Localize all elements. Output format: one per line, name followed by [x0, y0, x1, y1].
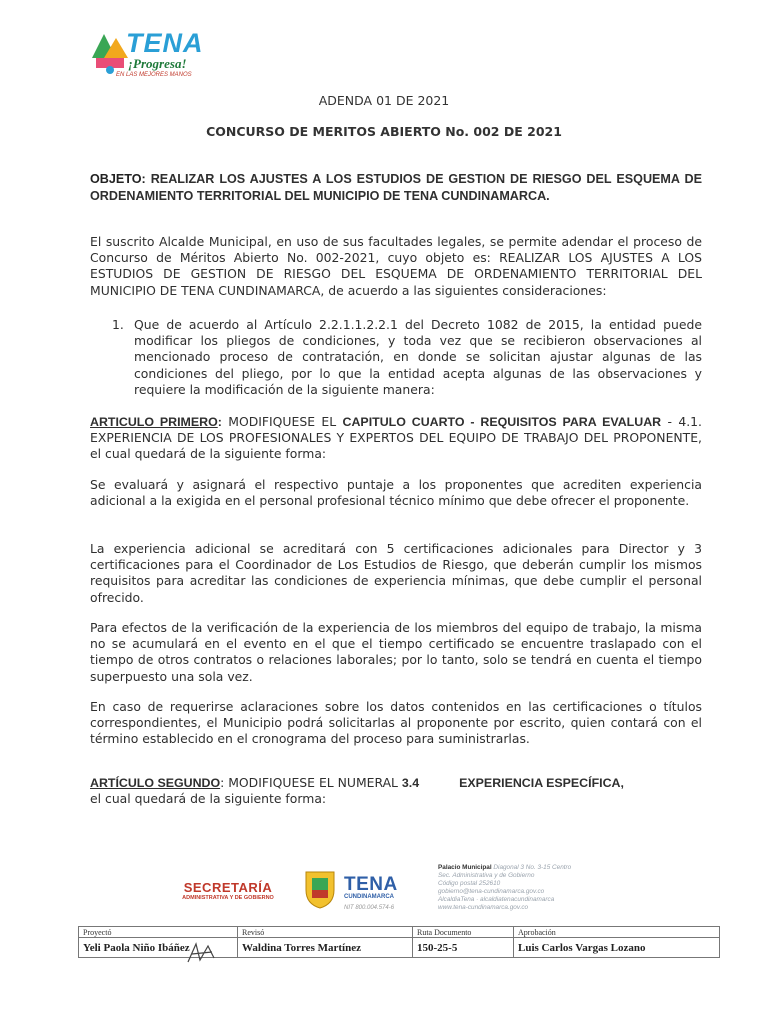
header-proyecto: Proyectó	[79, 927, 238, 938]
logo-slogan: ¡Progresa!	[128, 56, 187, 71]
consideration-item	[112, 317, 702, 398]
value-reviso: Waldina Torres Martínez	[238, 938, 413, 958]
articulo-segundo-modify: MODIFIQUESE EL NUMERAL	[224, 775, 402, 790]
municipal-seal-icon	[300, 868, 340, 910]
approvals-table	[78, 926, 720, 958]
articulo-primero-rest: - 4.1. EXPERIENCIA DE LOS PROFESIONALES Y EXPERTOS DEL EQUIPO DE TRABAJO DEL PROPONENTE, el cual quedará de la siguiente forma:	[90, 414, 702, 462]
item-number: 1.	[112, 317, 124, 332]
footer-tena-sub: CUNDINAMARCA	[344, 894, 394, 900]
articulo-primero	[90, 414, 702, 463]
signature-mark-icon	[186, 940, 216, 968]
value-aprobacion: Luis Carlos Vargas Lozano	[514, 938, 720, 958]
paragraph-se-evaluara: Se evaluará y asignará el respectivo puntaje a los proponentes que acrediten experiencia adicional a la exigida en el personal profesional técnico mínimo que debe ofrecer el proponente.	[90, 477, 702, 509]
header-ruta: Ruta Documento	[413, 927, 514, 938]
value-ruta: 150-25-5	[413, 938, 514, 958]
approvals-header-row	[79, 927, 720, 938]
articulo-primero-label: ARTICULO PRIMERO	[90, 415, 218, 429]
contact-line: Código postal 252610	[438, 880, 501, 887]
footer-tena-word: TENA	[344, 874, 398, 895]
paragraph-efectos: Para efectos de la verificación de la experiencia de los miembros del equipo de trabajo, la misma no se acumulará en el evento en el que el tiempo certificado se encuentre traslapado con el tiempo de otros contratos o relaciones laborales; por lo tanto, solo se tendrá en cuenta el tiempo superpuesto una sola vez.	[90, 620, 702, 684]
articulo-primero-modify: MODIFIQUESE EL	[221, 414, 343, 429]
tena-logo	[86, 24, 216, 82]
contact-line: gobierno@tena-cundinamarca.gov.co	[438, 888, 545, 895]
contact-block	[438, 864, 638, 912]
secretaria-subtitle: ADMINISTRATIVA Y DE GOBIERNO	[182, 895, 274, 901]
addendum-title: ADENDA 01 DE 2021	[318, 93, 450, 108]
articulo-segundo	[90, 775, 702, 807]
articulo-segundo-colon: :	[220, 775, 225, 790]
contact-line: Sec. Administrativa y de Gobierno	[438, 872, 535, 879]
articulo-primero-chapter: CAPITULO CUARTO - REQUISITOS PARA EVALUAR	[342, 415, 662, 429]
articulo-primero-colon: :	[217, 415, 222, 429]
contact-line: AlcaldiaTena · alcaldiatenacundinamarca	[438, 896, 555, 903]
paragraph-experiencia-adicional: La experiencia adicional se acreditará con 5 certificaciones adicionales para Director y 3 certificaciones para el Coordinador de Los Estudios de Riesgo, que deberán cumplir los mismos requisitos para acreditar las condiciones de experiencia mínimas, que debe cumplir el personal ofrecido.	[90, 541, 702, 605]
contact-line: www.tena-cundinamarca.gov.co	[438, 904, 529, 911]
objeto-paragraph	[90, 171, 702, 205]
header-aprobacion: Aprobación	[514, 927, 720, 938]
articulo-segundo-numeral: 3.4	[401, 776, 420, 790]
header-reviso: Revisó	[238, 927, 413, 938]
contact-title: Palacio Municipal	[438, 864, 492, 871]
logo-word: TENA	[126, 28, 204, 58]
logo-tagline: EN LAS MEJORES MANOS	[116, 72, 192, 78]
contest-title: CONCURSO DE MERITOS ABIERTO No. 002 DE 2021	[206, 124, 562, 139]
articulo-segundo-label: ARTÍCULO SEGUNDO	[90, 776, 221, 790]
item-text: Que de acuerdo al Artículo 2.2.1.1.2.2.1 del Decreto 1082 de 2015, la entidad puede modificar los pliegos de condiciones, y toda vez que se recibieron observaciones al mencionado proceso de contratación, en donde se solicitan ajustar algunas de las condiciones del pliego, por lo que la entidad acepta algunas de las observaciones y requiere la modificación de la siguiente manera:	[134, 317, 702, 397]
objeto-text: REALIZAR LOS AJUSTES A LOS ESTUDIOS DE GESTION DE RIESGO DEL ESQUEMA DE ORDENAMIENTO TERRITORIAL DEL MUNICIPIO DE TENA CUNDINAMARCA.	[90, 172, 702, 203]
secretaria-title: SECRETARÍA	[183, 880, 273, 895]
articulo-segundo-rest: el cual quedará de la siguiente forma:	[90, 791, 327, 807]
value-proyecto: Yeli Paola Niño Ibáñez	[79, 938, 238, 958]
objeto-label: OBJETO:	[90, 172, 146, 186]
approvals-value-row	[79, 938, 720, 958]
articulo-segundo-heading: EXPERIENCIA ESPECÍFICA,	[459, 776, 624, 790]
contact-line: Diagonal 3 No. 3-15 Centro	[493, 864, 572, 871]
tena-cundinamarca-logo	[344, 874, 398, 911]
intro-paragraph: El suscrito Alcalde Municipal, en uso de sus facultades legales, se permite adendar el proceso de Concurso de Méritos Abierto No. 002-2021, cuyo objeto es: REALIZAR LOS AJUSTES A LOS ESTUDIOS DE GESTION DE RIESGO DEL ESQUEMA DE ORDENAMIENTO TERRITORIAL DEL MUNICIPIO DE TENA CUNDINAMARCA, de acuerdo a las siguientes consideraciones:	[90, 234, 702, 298]
paragraph-caso: En caso de requerirse aclaraciones sobre los datos contenidos en las certificaciones o títulos correspondientes, el Municipio podrá solicitarlas al proponente por escrito, quien contará con el término establecido en el cronograma del proceso para suministrarlas.	[90, 699, 702, 747]
footer-nit: NIT 800.004.574-6	[344, 905, 395, 911]
secretaria-logo	[178, 880, 278, 901]
